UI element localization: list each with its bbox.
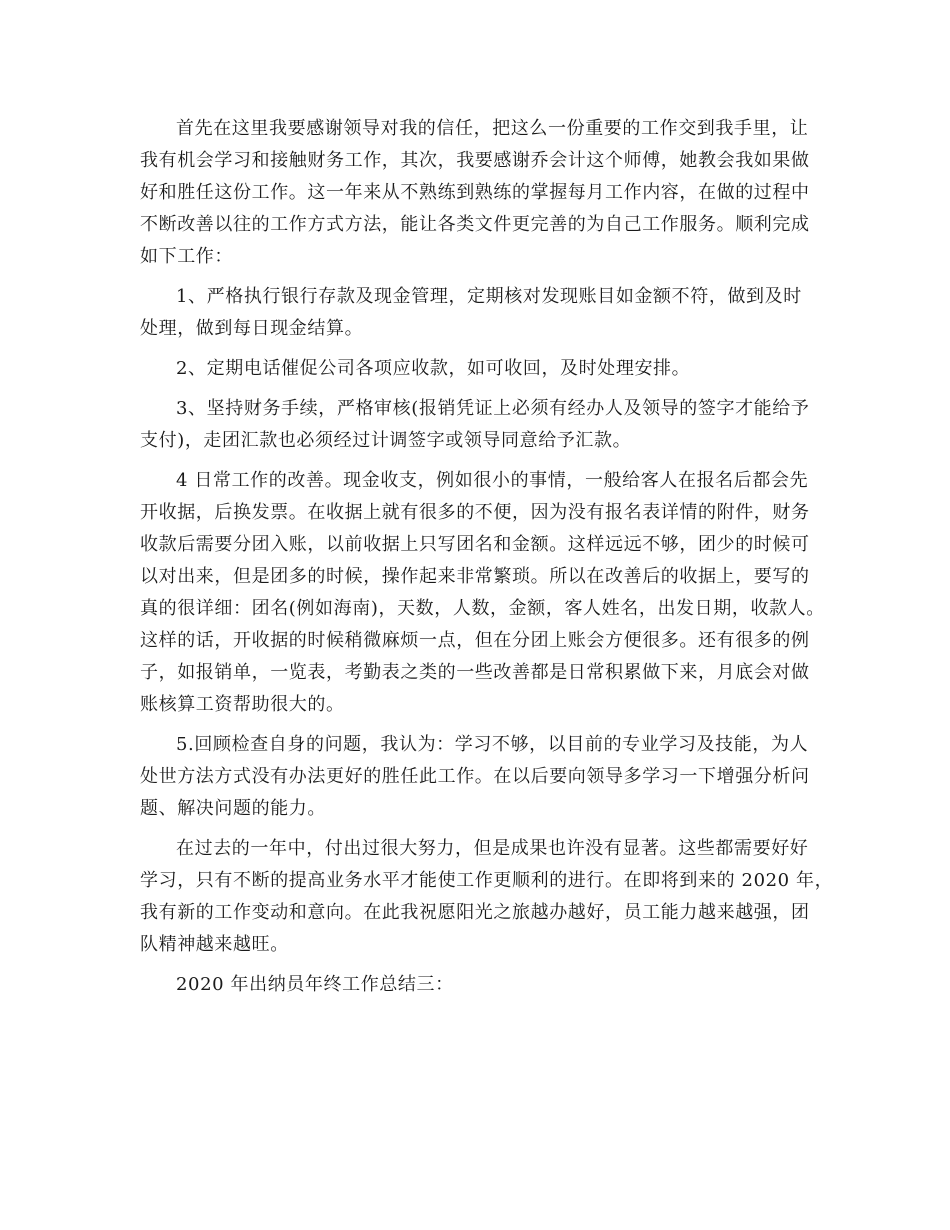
text-line: 我有新的工作变动和意向。在此我祝愿阳光之旅越办越好，员工能力越来越强，团 — [140, 902, 810, 923]
text-line: 首先在这里我要感谢领导对我的信任，把这么一份重要的工作交到我手里，让 — [176, 118, 809, 139]
text-line: 题、解决问题的能力。 — [140, 798, 326, 819]
text-line: 队精神越来越旺。 — [140, 934, 289, 955]
paragraph-item-3 — [140, 393, 812, 457]
text-line: 开收据，后换发票。在收据上就有很多的不便，因为没有报名表详情的附件，财务 — [140, 502, 810, 523]
text-line: 真的很详细：团名(例如海南)，天数，人数，金额，客人姓名，出发日期，收款人。 — [140, 598, 825, 619]
paragraph-item-5 — [140, 729, 812, 825]
text-line: 支付)，走团汇款也必须经过计调签字或领导同意给予汇款。 — [140, 430, 632, 451]
paragraph-intro — [140, 113, 812, 273]
text-line: 处理，做到每日现金结算。 — [140, 318, 364, 339]
text-line: 我有机会学习和接触财务工作，其次，我要感谢乔会计这个师傅，她教会我如果做 — [140, 150, 810, 171]
paragraph-item-1 — [140, 281, 812, 345]
text-line: 收款后需要分团入账，以前收据上只写团名和金额。这样远远不够，团少的时候可 — [140, 534, 810, 555]
paragraph-item-4 — [140, 465, 825, 721]
paragraph-conclusion — [140, 833, 834, 961]
text-line: 2、定期电话催促公司各项应收款，如可收回，及时处理安排。 — [176, 358, 691, 379]
paragraph-item-2 — [140, 353, 812, 385]
text-line: 这样的话，开收据的时候稍微麻烦一点，但在分团上账会方便很多。还有很多的例 — [140, 630, 810, 651]
text-line: 子，如报销单，一览表，考勤表之类的一些改善都是日常积累做下来，月底会对做 — [140, 662, 810, 683]
text-line: 5.回顾检查自身的问题，我认为：学习不够，以目前的专业学习及技能，为人 — [176, 734, 809, 755]
text-line: 在过去的一年中，付出过很大努力，但是成果也许没有显著。这些都需要好好 — [176, 838, 809, 859]
text-line: 1、严格执行银行存款及现金管理，定期核对发现账目如金额不符，做到及时 — [176, 286, 802, 307]
text-line: 账核算工资帮助很大的。 — [140, 694, 345, 715]
text-line: 3、坚持财务手续，严格审核(报销凭证上必须有经办人及领导的签字才能给予 — [176, 398, 810, 419]
section-heading — [140, 969, 812, 1001]
text-line: 2020 年出纳员年终工作总结三： — [176, 974, 454, 995]
text-line: 好和胜任这份工作。这一年来从不熟练到熟练的掌握每月工作内容，在做的过程中 — [140, 182, 810, 203]
text-line: 如下工作： — [140, 246, 233, 267]
text-line: 以对出来，但是团多的时候，操作起来非常繁琐。所以在改善后的收据上，要写的 — [140, 566, 810, 587]
text-line: 处世方法方式没有办法更好的胜任此工作。在以后要向领导多学习一下增强分析问 — [140, 766, 810, 787]
document-body — [140, 113, 834, 1001]
text-line: 不断改善以往的工作方式方法，能让各类文件更完善的为自己工作服务。顺利完成 — [140, 214, 810, 235]
text-line: 学习，只有不断的提高业务水平才能使工作更顺利的进行。在即将到来的 2020 年， — [140, 870, 834, 891]
text-line: 4 日常工作的改善。现金收支，例如很小的事情，一般给客人在报名后都会先 — [176, 470, 809, 491]
